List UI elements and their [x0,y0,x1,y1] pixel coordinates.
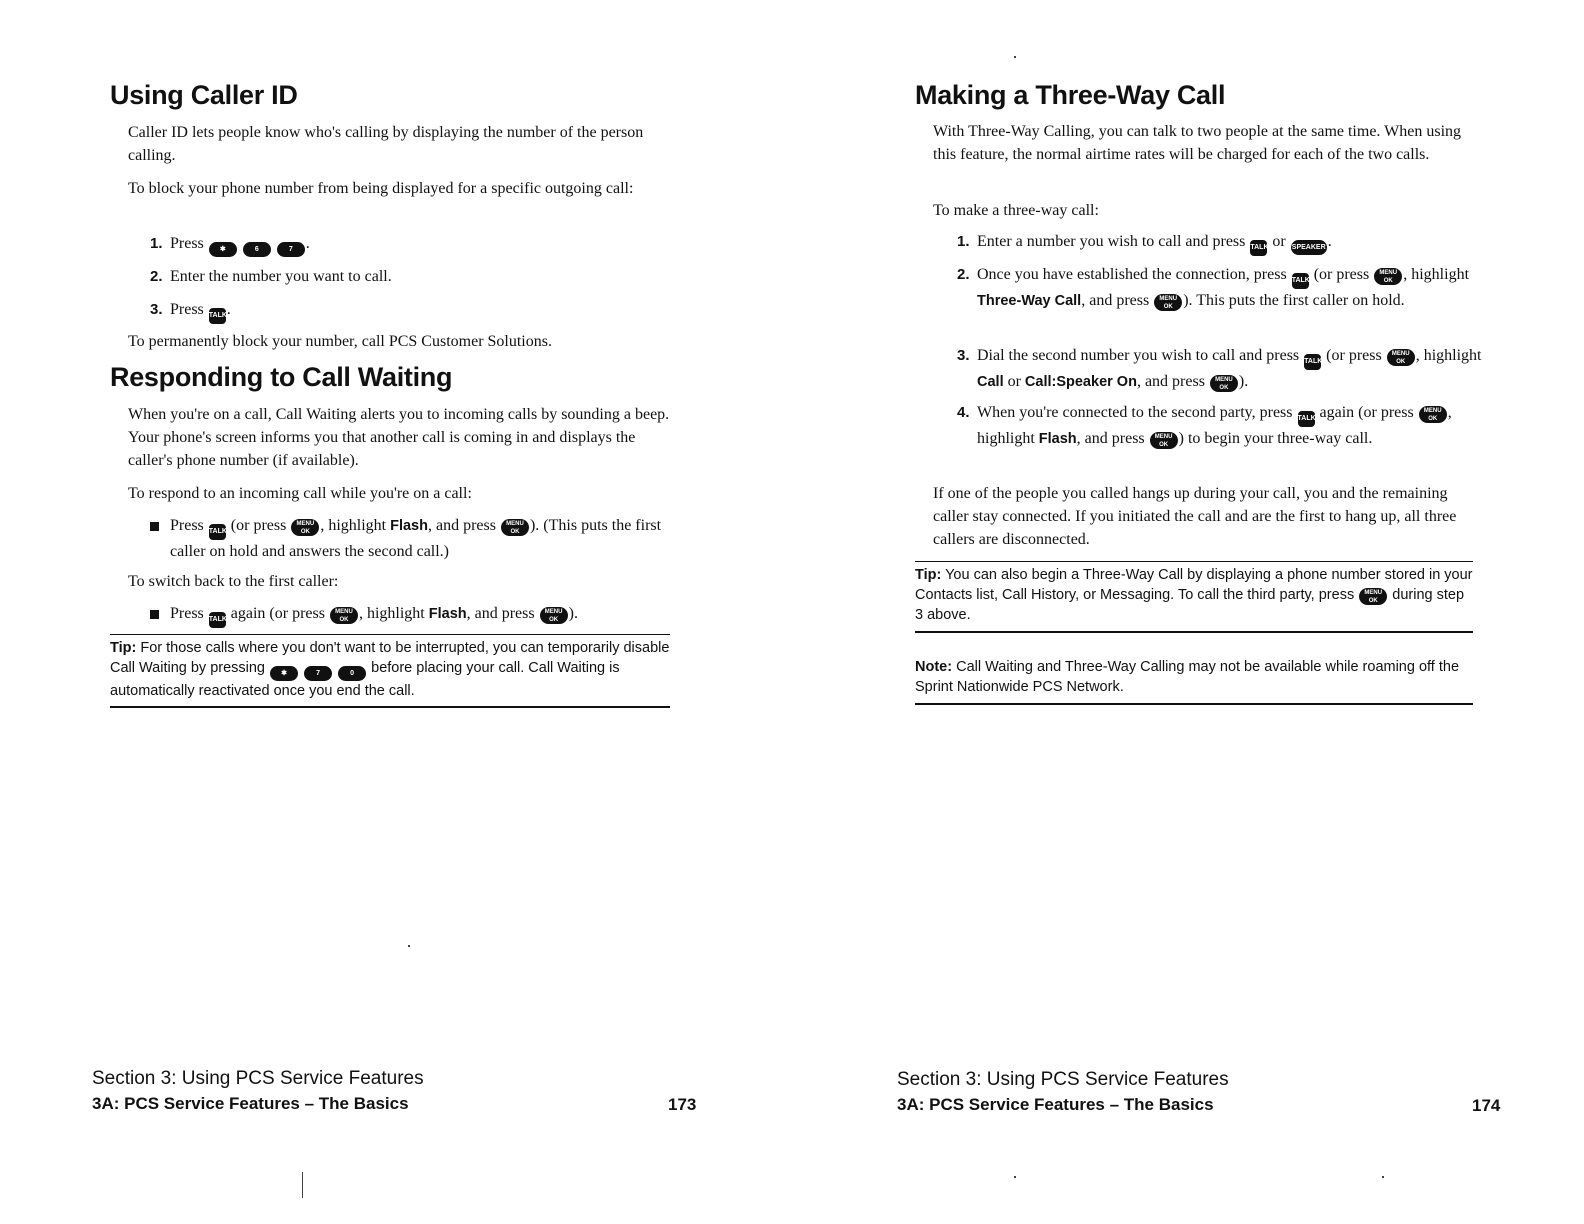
footer-subsection: 3A: PCS Service Features – The Basics [897,1095,1214,1114]
three-way-step-1: 1. Enter a number you wish to call and press TALK or SPEAKER . [957,230,1477,256]
menu-ok-key-icon: MENU OK [1359,588,1387,605]
caller-id-step-1: 1. Press ✱ 6 7 . [150,232,550,257]
star-key-icon: ✱ [270,666,298,681]
menu-ok-key-icon: MENU OK [1387,349,1415,366]
right-tip-box: Tip: You can also begin a Three-Way Call by displaying a phone number stored in your Contacts list, Call History, or Messaging. To call the third party, press MENU OK during step 3 above. [915,567,1473,623]
talk-key-icon: TALK [1292,273,1309,289]
menu-ok-key-icon: MENU OK [501,519,529,536]
talk-key-icon: TALK [209,612,226,628]
three-way-intro: With Three-Way Calling, you can talk to two people at the same time. When using this feature, the normal airtime rates will be charged for each of the two calls. [933,123,1462,163]
menu-ok-key-icon: MENU OK [1150,432,1178,449]
call-waiting-bullet-1: Press TALK (or press MENU OK , highlight Flash, and press MENU OK ). (This puts the first caller on hold and answers the second call.) [150,514,670,564]
scan-speck [1014,1176,1016,1178]
footer-subsection: 3A: PCS Service Features – The Basics [92,1094,409,1113]
footer-section: Section 3: Using PCS Service Features [897,1069,1229,1090]
heading-call-waiting: Responding to Call Waiting [110,362,453,392]
page-number: 174 [1472,1096,1501,1115]
menu-ok-key-icon: MENU OK [1419,406,1447,423]
block-intro: To block your phone number from being displayed for a specific outgoing call: [128,180,634,197]
right-tip-top-rule [915,561,1473,562]
seven-key-icon: 7 [277,242,305,257]
tip-top-rule [110,634,670,635]
menu-ok-key-icon: MENU OK [540,607,568,624]
note-bottom-rule [915,703,1473,705]
talk-key-icon: TALK [209,308,226,324]
three-way-step-3: 3. Dial the second number you wish to call and press TALK (or press MENU OK , highlight Call or Call:Speaker On, and press MENU OK ). [957,347,1482,391]
zero-key-icon: 0 [338,666,366,681]
menu-ok-key-icon: MENU OK [1210,375,1238,392]
tip-bottom-rule [110,706,670,708]
three-way-step-2: 2. Once you have established the connection, press TALK (or press MENU OK , highlight Three-Way Call, and press MENU OK ). This puts the first caller on hold. [957,266,1470,310]
call-waiting-bullet-2: Press TALK again (or press MENU OK , highlight Flash, and press MENU OK ). [150,602,680,628]
scan-speck [408,945,410,947]
switch-intro: To switch back to the first caller: [128,573,339,590]
talk-key-icon: TALK [1304,354,1321,370]
menu-ok-key-icon: MENU OK [1154,294,1182,311]
bullet-icon [150,522,159,531]
right-page [792,0,1584,1224]
menu-ok-key-icon: MENU OK [1374,268,1402,285]
three-way-step-4: 4. When you're connected to the second party, press TALK again (or press MENU OK , highlight Flash, and press MENU OK ) to begin your three-way call. [957,404,1452,448]
hangup-text: If one of the people you called hangs up during your call, you and the remaining caller stay connected. If you initiated the call and are the first to hang up, all three callers are disconnected. [933,485,1457,548]
bullet-icon [150,610,159,619]
star-key-icon: ✱ [209,242,237,257]
six-key-icon: 6 [243,242,271,257]
footer-section: Section 3: Using PCS Service Features [92,1068,424,1089]
scan-mark [302,1172,303,1198]
caller-id-intro: Caller ID lets people know who's calling by displaying the number of the person calling. [128,124,644,164]
speaker-key-icon: SPEAKER [1291,240,1327,255]
page-number: 173 [668,1095,697,1114]
left-tip-box: Tip: For those calls where you don't want to be interrupted, you can temporarily disable Call Waiting by pressing ✱ 7 0 before placing your call. Call Waiting is automatically reactivated once you end the call. [110,640,670,699]
heading-using-caller-id: Using Caller ID [110,80,298,110]
menu-ok-key-icon: MENU OK [330,607,358,624]
menu-ok-key-icon: MENU OK [291,519,319,536]
scan-speck [1382,1176,1384,1178]
talk-key-icon: TALK [1298,411,1315,427]
right-tip-bottom-rule [915,631,1473,633]
scan-speck [1014,56,1016,58]
permanent-block-text: To permanently block your number, call PCS Customer Solutions. [128,333,552,350]
caller-id-step-3: 3. Press TALK. [150,298,550,324]
talk-key-icon: TALK [209,524,226,540]
talk-key-icon: TALK [1250,240,1267,256]
note-box: Note: Call Waiting and Three-Way Calling may not be available while roaming off the Sprint Nationwide PCS Network. [915,659,1460,695]
seven-key-icon: 7 [304,666,332,681]
caller-id-step-2: 2. Enter the number you want to call. [150,268,392,285]
respond-intro: To respond to an incoming call while you're on a call: [128,485,472,502]
make-intro: To make a three-way call: [933,202,1099,219]
call-waiting-intro: When you're on a call, Call Waiting alerts you to incoming calls by sounding a beep. Your phone's screen informs you that another call is coming in and displays the caller's phone number (if available). [128,406,670,469]
heading-three-way-call: Making a Three-Way Call [915,80,1226,110]
